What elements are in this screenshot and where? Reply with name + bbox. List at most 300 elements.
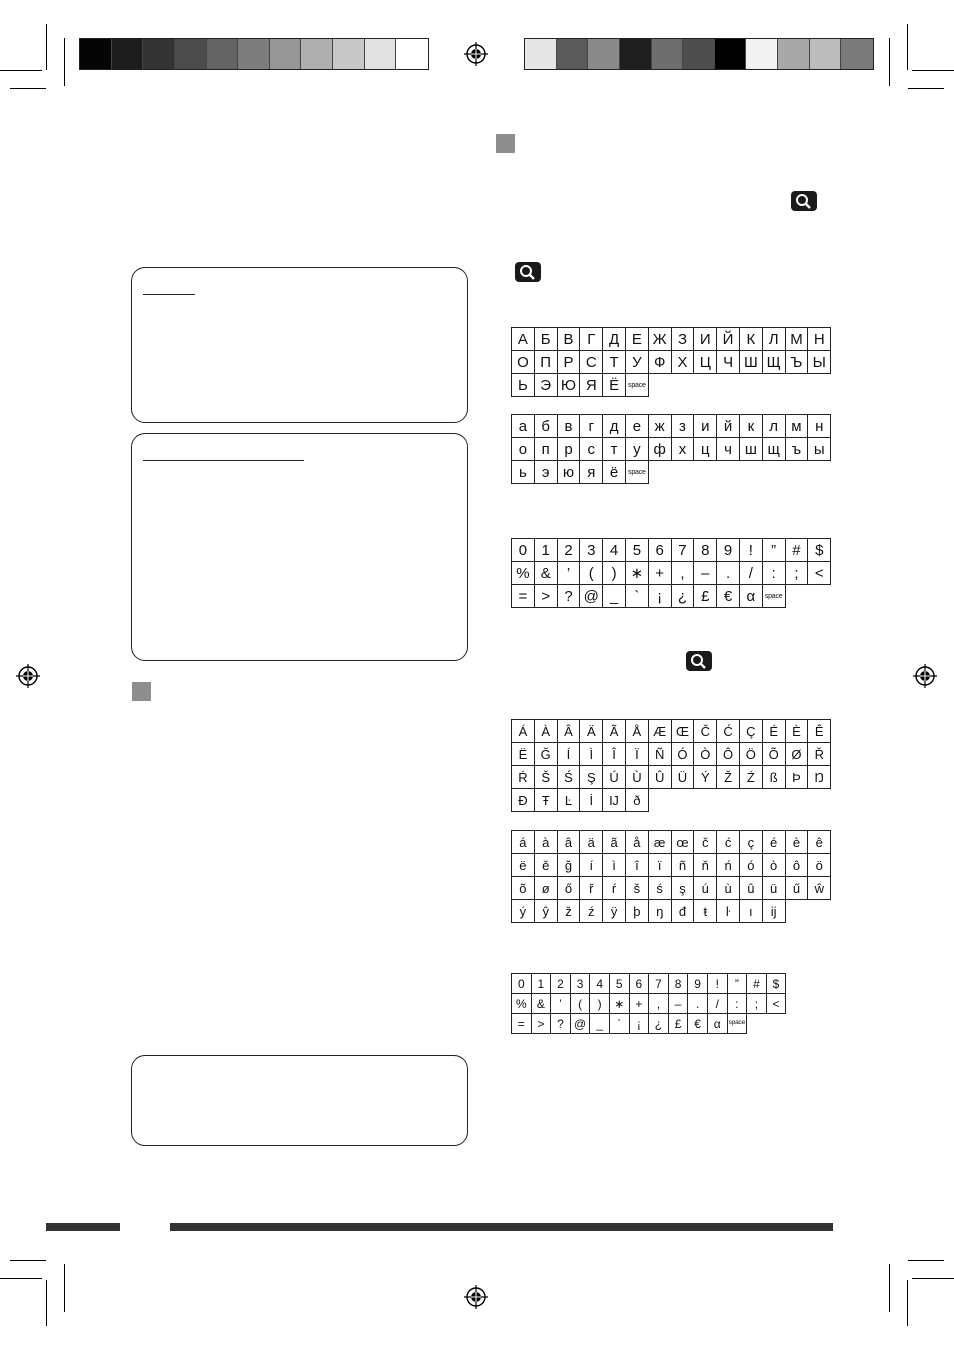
char-row [512,562,831,585]
char-cell: < [808,562,831,585]
char-cell: < [767,994,787,1014]
char-cell: ä [580,831,603,854]
char-cell: ğ [558,854,581,877]
char-cell: â [558,831,581,854]
char-row [512,539,831,562]
char-cell: £ [694,585,717,608]
crop-mark [46,24,47,70]
char-cell: _ [590,1014,610,1034]
char-cell: > [532,1014,552,1034]
symbols-table [511,538,831,608]
char-cell: З [672,328,695,351]
color-swatch [841,39,873,69]
crop-mark [908,88,944,89]
char-cell: ŵ [808,877,831,900]
char-cell: í [580,854,603,877]
char-cell: À [535,720,558,743]
char-cell: ? [558,585,581,608]
char-cell: ю [558,461,581,484]
char-cell: 1 [532,974,552,994]
footer-bar-left [46,1223,120,1231]
char-cell: , [649,994,669,1014]
char-cell: Á [512,720,535,743]
color-swatch [333,39,365,69]
char-cell: й [717,415,740,438]
char-cell: э [535,461,558,484]
char-cell: Č [694,720,717,743]
char-cell: Ь [512,374,535,397]
char-cell: В [558,328,581,351]
char-cell: ć [717,831,740,854]
char-cell: к [740,415,763,438]
char-cell: Г [580,328,603,351]
footer-bar-right [170,1223,833,1231]
char-cell: õ [512,877,535,900]
char-cell: Ć [717,720,740,743]
char-cell: _ [603,585,626,608]
char-cell: Œ [672,720,695,743]
char-cell: л [763,415,786,438]
char-cell: щ [763,438,786,461]
char-cell: ( [580,562,603,585]
char-cell: м [786,415,809,438]
char-cell: х [672,438,695,461]
char-cell: α [708,1014,728,1034]
char-cell: ь [512,461,535,484]
crop-mark [889,38,890,86]
char-row [512,974,786,994]
note-box [131,267,468,423]
color-swatch [715,39,747,69]
char-cell: Ó [672,743,695,766]
char-cell: È [786,720,809,743]
magnifier-icon [791,191,817,211]
char-cell: Ô [717,743,740,766]
char-cell: ∗ [626,562,649,585]
registration-mark-icon [464,42,488,66]
char-cell: Е [626,328,649,351]
char-cell: Ŀ [558,789,581,812]
crop-mark [912,1278,954,1279]
color-swatch [620,39,652,69]
registration-mark-icon [913,664,937,688]
char-cell: Ч [717,351,740,374]
color-swatch [557,39,589,69]
crop-mark [10,1260,46,1261]
color-swatch [207,39,239,69]
char-cell: ч [717,438,740,461]
char-cell: ¿ [672,585,695,608]
char-cell: 9 [717,539,740,562]
char-cell: в [558,415,581,438]
char-cell: $ [767,974,787,994]
crop-mark [908,1260,944,1261]
char-cell: û [740,877,763,900]
char-row [512,1014,786,1034]
registration-mark-icon [464,1285,488,1309]
latin-uppercase-table [511,719,831,812]
char-cell: Ú [603,766,626,789]
char-cell: & [535,562,558,585]
char-cell: Ç [740,720,763,743]
char-cell: £ [669,1014,689,1034]
char-cell: ŋ [649,900,672,923]
char-cell: з [672,415,695,438]
char-cell: ( [571,994,591,1014]
char-cell: ě [535,854,558,877]
char-cell: ` [626,585,649,608]
char-cell: 6 [630,974,650,994]
char-cell: у [626,438,649,461]
char-cell: ń [717,854,740,877]
color-bar-left [79,38,429,70]
char-cell: К [740,328,763,351]
char-cell: ü [763,877,786,900]
char-cell: ý [512,900,535,923]
char-cell: ñ [672,854,695,877]
char-cell: п [535,438,558,461]
char-cell: ò [763,854,786,877]
char-row [512,877,831,900]
char-row [512,461,831,484]
char-cell: ы [808,438,831,461]
char-cell: Н [808,328,831,351]
char-cell: Ы [808,351,831,374]
char-cell: Š [535,766,558,789]
char-row [512,900,831,923]
char-cell: н [808,415,831,438]
char-cell: Ê [808,720,831,743]
char-cell: Þ [786,766,809,789]
info-box [131,433,468,661]
color-swatch [238,39,270,69]
char-cell: Æ [649,720,672,743]
char-cell: И [694,328,717,351]
char-cell: & [532,994,552,1014]
char-cell: ô [786,854,809,877]
char-cell: б [535,415,558,438]
crop-mark [912,70,954,71]
char-cell: 2 [551,974,571,994]
char-cell: ” [728,974,748,994]
space-cell: space [626,374,649,397]
magnifier-icon [515,262,541,282]
char-cell: ŀ [717,900,740,923]
char-cell: с [580,438,603,461]
char-cell: ÿ [603,900,626,923]
char-cell: : [728,994,748,1014]
char-cell: ж [649,415,672,438]
space-cell: space [728,1014,748,1034]
char-cell: ¿ [649,1014,669,1034]
char-cell: ф [649,438,672,461]
section-marker [132,682,151,701]
char-cell: Ю [558,374,581,397]
char-cell: Ş [580,766,603,789]
char-cell: / [740,562,763,585]
char-cell: # [747,974,767,994]
char-cell: ∗ [610,994,630,1014]
char-cell: č [694,831,717,854]
caution-box [131,1055,468,1146]
color-swatch [270,39,302,69]
char-cell: é [763,831,786,854]
color-swatch [143,39,175,69]
color-bar-right [524,38,874,70]
char-cell: р [558,438,581,461]
char-cell: Ф [649,351,672,374]
char-row [512,854,831,877]
char-cell: ĳ [763,900,786,923]
char-cell: Э [535,374,558,397]
color-swatch [810,39,842,69]
registration-mark-icon [16,664,40,688]
char-cell: 4 [603,539,626,562]
color-swatch [301,39,333,69]
char-cell: д [603,415,626,438]
char-cell: Ŋ [808,766,831,789]
char-cell: Û [649,766,672,789]
char-row [512,415,831,438]
color-swatch [588,39,620,69]
char-cell: ó [740,854,763,877]
char-cell: % [512,562,535,585]
char-cell: – [669,994,689,1014]
section-marker [496,134,515,153]
char-cell: Ŧ [535,789,558,812]
cyrillic-lowercase-table [511,414,831,484]
char-cell: Í [558,743,581,766]
char-row [512,743,831,766]
char-cell: ç [740,831,763,854]
char-cell: ø [535,877,558,900]
char-cell: $ [808,539,831,562]
char-cell: Б [535,328,558,351]
char-cell: – [694,562,717,585]
char-cell: Ř [808,743,831,766]
char-cell: 8 [669,974,689,994]
char-cell: 0 [512,539,535,562]
char-cell: Ì [580,743,603,766]
color-swatch [80,39,112,69]
char-cell: г [580,415,603,438]
crop-mark [0,1278,42,1279]
char-cell: Đ [512,789,535,812]
info-heading-underline [143,460,304,461]
char-cell: ! [740,539,763,562]
char-cell: 1 [535,539,558,562]
char-cell: ¡ [630,1014,650,1034]
char-cell: Ъ [786,351,809,374]
char-row [512,351,831,374]
char-cell: ё [603,461,626,484]
char-cell: ? [551,1014,571,1034]
char-row [512,720,831,743]
char-cell: É [763,720,786,743]
char-cell: ß [763,766,786,789]
char-cell: ű [786,877,809,900]
char-cell: 5 [626,539,649,562]
char-row [512,766,831,789]
char-cell: ” [763,539,786,562]
char-row [512,789,831,812]
char-cell: Д [603,328,626,351]
char-cell: Ж [649,328,672,351]
char-cell: У [626,351,649,374]
char-cell: ő [558,877,581,900]
char-cell: ã [603,831,626,854]
char-cell: Т [603,351,626,374]
char-cell: á [512,831,535,854]
crop-mark [64,1264,65,1312]
char-cell: 0 [512,974,532,994]
char-cell: Ò [694,743,717,766]
char-cell: è [786,831,809,854]
color-swatch [778,39,810,69]
char-cell: å [626,831,649,854]
char-cell: ! [708,974,728,994]
char-cell: ; [786,562,809,585]
char-cell: € [717,585,740,608]
char-cell: š [626,877,649,900]
char-cell: ¡ [649,585,672,608]
char-cell: 3 [571,974,591,994]
cyrillic-uppercase-table [511,327,831,397]
color-swatch [396,39,428,69]
char-cell: ň [694,854,717,877]
char-cell: € [688,1014,708,1034]
char-cell: ` [610,1014,630,1034]
char-cell: ŷ [535,900,558,923]
color-swatch [746,39,778,69]
char-cell: 4 [590,974,610,994]
char-cell: П [535,351,558,374]
char-cell: ì [603,854,626,877]
char-row [512,831,831,854]
char-cell: Â [558,720,581,743]
color-swatch [175,39,207,69]
char-row [512,328,831,351]
char-cell: + [630,994,650,1014]
char-cell: ë [512,854,535,877]
char-cell: 7 [672,539,695,562]
char-cell: Ù [626,766,649,789]
char-cell: 2 [558,539,581,562]
char-cell: Ü [672,766,695,789]
char-cell: Î [603,743,626,766]
char-cell: 5 [610,974,630,994]
char-cell: Ŕ [512,766,535,789]
char-cell: 8 [694,539,717,562]
char-cell: ê [808,831,831,854]
char-cell: Ä [580,720,603,743]
char-cell: . [717,562,740,585]
char-cell: , [672,562,695,585]
latin-lowercase-table [511,830,831,923]
char-cell: : [763,562,786,585]
char-cell: Й [717,328,740,351]
char-cell: Ĳ [603,789,626,812]
char-cell: æ [649,831,672,854]
color-swatch [365,39,397,69]
char-cell: ) [603,562,626,585]
char-cell: ð [626,789,649,812]
char-cell: ; [747,994,767,1014]
char-cell: > [535,585,558,608]
char-cell: а [512,415,535,438]
char-cell: ö [808,854,831,877]
char-cell: ï [649,854,672,877]
char-cell: Р [558,351,581,374]
char-cell: î [626,854,649,877]
char-cell: ù [717,877,740,900]
char-cell: ź [580,900,603,923]
char-cell: ř [580,877,603,900]
char-cell: Ź [740,766,763,789]
char-cell: Х [672,351,695,374]
char-cell: Ё [603,374,626,397]
char-cell: 6 [649,539,672,562]
char-row [512,994,786,1014]
char-cell: ) [590,994,610,1014]
crop-mark [46,1280,47,1326]
color-swatch [525,39,557,69]
char-cell: Å [626,720,649,743]
char-cell: = [512,585,535,608]
char-cell: о [512,438,535,461]
char-cell: Ğ [535,743,558,766]
char-cell: # [786,539,809,562]
char-cell: я [580,461,603,484]
char-cell: @ [580,585,603,608]
char-cell: Л [763,328,786,351]
char-cell: ŧ [694,900,717,923]
char-row [512,585,831,608]
char-cell: 9 [688,974,708,994]
crop-mark [889,1264,890,1312]
char-cell: ś [649,877,672,900]
char-cell: ş [672,877,695,900]
char-row [512,438,831,461]
color-swatch [112,39,144,69]
char-cell: А [512,328,535,351]
char-cell: Ý [694,766,717,789]
char-cell: . [688,994,708,1014]
symbols-table-small [511,973,786,1034]
color-swatch [683,39,715,69]
char-cell: ш [740,438,763,461]
char-cell: ’ [551,994,571,1014]
magnifier-icon [686,651,712,671]
char-cell: Ö [740,743,763,766]
char-cell: е [626,415,649,438]
crop-mark [10,88,46,89]
char-cell: ’ [558,562,581,585]
char-cell: œ [672,831,695,854]
char-cell: Ë [512,743,535,766]
char-cell: Ø [786,743,809,766]
crop-mark [907,1280,908,1326]
char-cell: à [535,831,558,854]
crop-mark [64,38,65,86]
char-cell: þ [626,900,649,923]
char-cell: Õ [763,743,786,766]
char-cell: @ [571,1014,591,1034]
note-heading-underline [143,294,195,295]
char-cell: Ш [740,351,763,374]
char-cell: и [694,415,717,438]
char-cell: Ï [626,743,649,766]
